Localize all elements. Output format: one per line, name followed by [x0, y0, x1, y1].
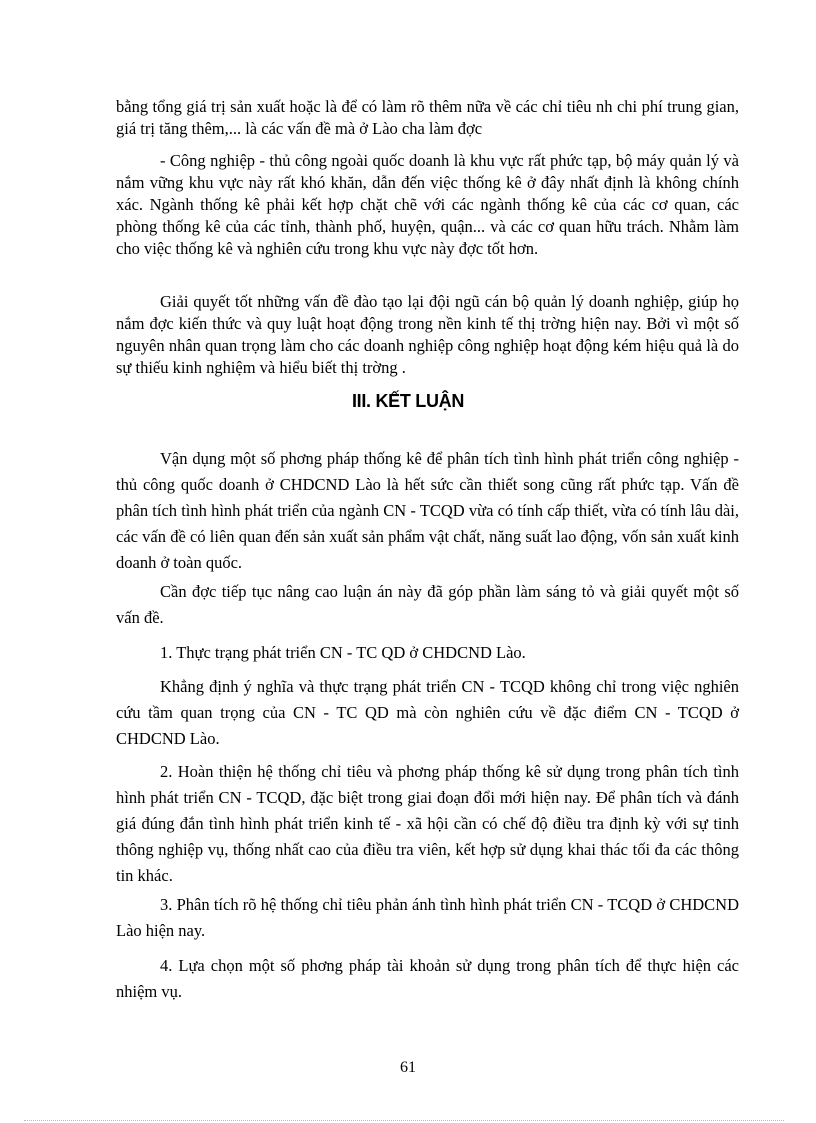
body-paragraph: - Công nghiệp - thủ công ngoài quốc doanh là khu vực rất phức tạp, bộ máy quản lý và nắm vững khu vực này rất khó khăn, dẫn đến việc thống kê ở đây nhất định là không chính xác. Ngành thống kê phải kết hợp chặt chẽ với các ngành thống kê của các cơ quan, các phòng thống kê của các tỉnh, thành phố, huyện, quận... và các cơ quan hữu trách. Nhằm làm cho việc thống kê và nghiên cứu trong khu vực này đợc tốt hơn. — [116, 151, 739, 258]
body-paragraph: bằng tổng giá trị sản xuất hoặc là để có làm rõ thêm nữa về các chỉ tiêu nh chi phí trung gian, giá trị tăng thêm,... là các vấn đề mà ở Lào cha làm đợc — [116, 97, 739, 138]
footer-divider — [24, 1120, 784, 1121]
conclusion-list-item: 4. Lựa chọn một số phơng pháp tài khoản sử dụng trong phân tích để thực hiện các nhiệm vụ. — [116, 956, 739, 1001]
conclusion-list-item: 3. Phân tích rõ hệ thống chỉ tiêu phản ánh tình hình phát triển CN - TCQD ở CHDCND Lào hiện nay. — [116, 895, 739, 940]
conclusion-paragraph: Vận dụng một số phơng pháp thống kê để phân tích tình hình phát triển công nghiệp - thủ công quốc doanh ở CHDCND Lào là hết sức cần thiết song cũng rất phức tạp. Vấn đề phân tích tình hình phát triển của ngành CN - TCQD vừa có tính cấp thiết, vừa có tính lâu dài, các vấn đề có liên quan đến sản xuất sản phẩm vật chất, năng suất lao động, vốn sản xuất kinh doanh ở toàn quốc. — [116, 449, 739, 572]
conclusion-list-item: 1. Thực trạng phát triển CN - TC QD ở CHDCND Lào. — [160, 643, 526, 662]
section-heading: III. KẾT LUẬN — [351, 391, 465, 411]
page-number: 61 — [400, 1059, 416, 1076]
body-paragraph: Giải quyết tốt những vấn đề đào tạo lại đội ngũ cán bộ quản lý doanh nghiệp, giúp họ nắm đợc kiến thức và quy luật hoạt động trong nền kinh tế thị trờng hiện nay. Bởi vì một số nguyên nhân quan trọng làm cho các doanh nghiệp công nghiệp hoạt động kém hiệu quả là do sự thiếu kinh nghiệm và hiểu biết thị trờng . — [116, 292, 739, 377]
conclusion-paragraph: Khẳng định ý nghĩa và thực trạng phát triển CN - TCQD không chỉ trong việc nghiên cứu tầm quan trọng của CN - TC QD mà còn nghiên cứu về đặc điểm CN - TCQD ở CHDCND Lào. — [116, 677, 739, 748]
conclusion-list-item: 2. Hoàn thiện hệ thống chỉ tiêu và phơng pháp thống kê sử dụng trong phân tích tình hình phát triển CN - TCQD, đặc biệt trong giai đoạn đổi mới hiện nay. Để phân tích và đánh giá đúng đắn tình hình phát triển kinh tế - xã hội cần có chế độ điều tra định kỳ với sự tinh thông nghiệp vụ, thống nhất cao của điều tra viên, kết hợp sử dụng khai thác tối đa các thông tin khác. — [116, 762, 739, 885]
conclusion-paragraph: Cần đợc tiếp tục nâng cao luận án này đã góp phần làm sáng tỏ và giải quyết một số vấn đề. — [116, 582, 739, 627]
